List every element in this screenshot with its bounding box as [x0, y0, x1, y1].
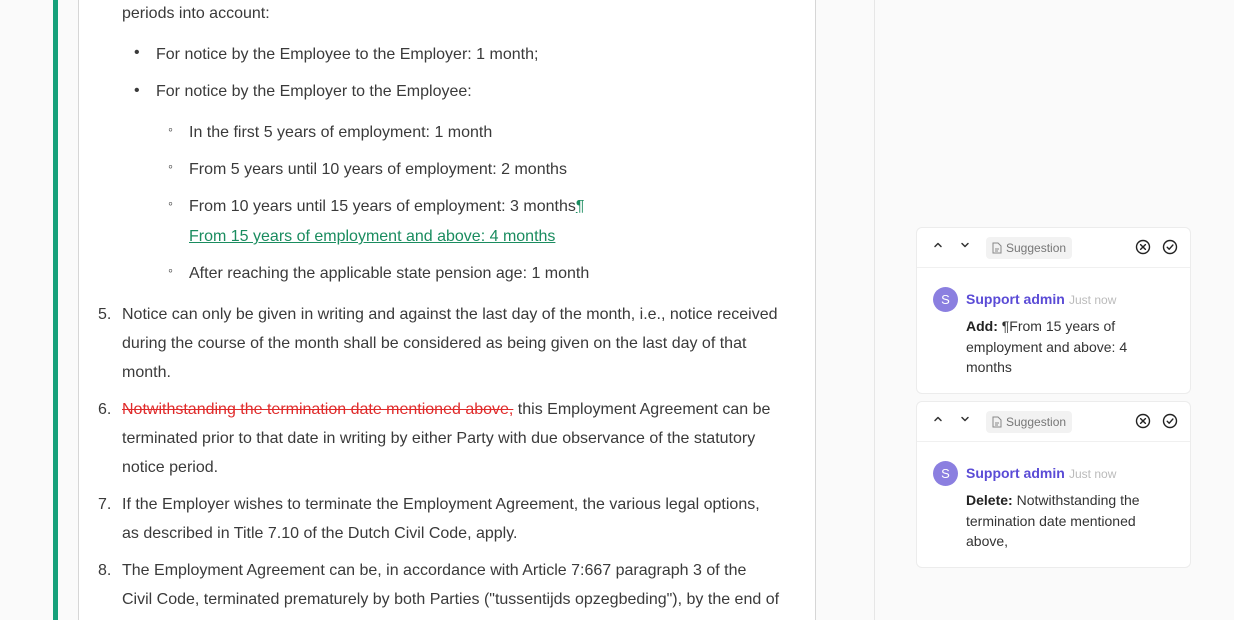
- suggestion-chip-label: Suggestion: [1006, 241, 1067, 255]
- suggestion-action: Add:: [966, 318, 998, 334]
- reject-icon[interactable]: [1135, 239, 1151, 255]
- avatar: S: [933, 461, 958, 486]
- bullet-dot: •: [134, 82, 140, 99]
- suggestion-card-header: [917, 402, 1190, 442]
- suggestion-content: Notwithstanding the termination date mentioned above,: [966, 492, 1140, 549]
- document-accent-bar: [53, 0, 58, 620]
- suggestion-card[interactable]: [916, 401, 1191, 568]
- list-number: 5.: [98, 306, 112, 323]
- author-name: Support admin: [966, 465, 1065, 481]
- suggestion-body: [966, 316, 1166, 378]
- list-item-line: notice period.: [122, 459, 219, 476]
- sub-bullet-item: From 5 years until 10 years of employment: 2 months: [189, 161, 567, 178]
- bullet-item: For notice by the Employer to the Employee:: [156, 83, 472, 100]
- suggestion-body: [966, 490, 1166, 552]
- sub-bullet-circle: ◦: [168, 195, 173, 211]
- inserted-pilcrow[interactable]: ¶: [575, 198, 585, 215]
- inserted-text-suggestion[interactable]: From 15 years of employment and above: 4 months: [189, 228, 556, 245]
- list-item-line: Civil Code, terminated prematurely by both Parties ("tussentijds opzegbeding"), by the end of: [122, 591, 780, 608]
- chevron-up-icon[interactable]: [930, 239, 946, 255]
- suggestion-content: ¶From 15 years of employment and above: 4 months: [966, 318, 1128, 375]
- suggestion-card[interactable]: [916, 227, 1191, 394]
- list-item-line: Notice can only be given in writing and against the last day of the month, i.e., notice received: [122, 306, 778, 323]
- reject-icon[interactable]: [1135, 413, 1151, 429]
- sub-bullet-circle: ◦: [168, 158, 173, 174]
- accept-icon[interactable]: [1162, 413, 1178, 429]
- sub-bullet-text: From 10 years until 15 years of employment: 3 months: [189, 198, 576, 215]
- list-item-line: during the course of the month shall be considered as being given on the last day of that: [122, 335, 747, 352]
- chevron-up-icon[interactable]: [930, 413, 946, 429]
- sub-bullet-circle: ◦: [168, 262, 173, 278]
- list-item-line: The Employment Agreement can be, in accordance with Article 7:667 paragraph 3 of the: [122, 562, 747, 579]
- chevron-down-icon[interactable]: [957, 413, 973, 429]
- sub-bullet-item: After reaching the applicable state pension age: 1 month: [189, 265, 590, 282]
- suggestion-card-header: [917, 228, 1190, 268]
- sub-bullet-circle: ◦: [168, 121, 173, 137]
- list-item-text: this Employment Agreement can be: [513, 401, 771, 418]
- list-item-line: [122, 396, 770, 424]
- list-item-line: as described in Title 7.10 of the Dutch Civil Code, apply.: [122, 525, 518, 542]
- list-number: 6.: [98, 401, 112, 418]
- suggestion-chip: [986, 237, 1072, 259]
- avatar: S: [933, 287, 958, 312]
- sub-bullet-item: [189, 193, 584, 221]
- bullet-dot: •: [134, 44, 140, 61]
- list-item-line: month.: [122, 364, 171, 381]
- suggestion-chip: [986, 411, 1072, 433]
- document-icon: [992, 416, 1002, 428]
- document-text-line: periods into account:: [122, 5, 270, 22]
- deleted-text-suggestion[interactable]: Notwithstanding the termination date mentioned above,: [122, 401, 514, 418]
- suggestion-chip-label: Suggestion: [1006, 415, 1067, 429]
- list-number: 7.: [98, 496, 112, 513]
- suggestion-action: Delete:: [966, 492, 1013, 508]
- list-item-line: If the Employer wishes to terminate the Employment Agreement, the various legal options,: [122, 496, 760, 513]
- accept-icon[interactable]: [1162, 239, 1178, 255]
- bullet-item: For notice by the Employee to the Employer: 1 month;: [156, 46, 539, 63]
- document-icon: [992, 242, 1002, 254]
- chevron-down-icon[interactable]: [957, 239, 973, 255]
- timestamp: Just now: [1069, 293, 1117, 307]
- list-number: 8.: [98, 562, 112, 579]
- timestamp: Just now: [1069, 467, 1117, 481]
- author-name: Support admin: [966, 291, 1065, 307]
- list-item-line: terminated prior to that date in writing by either Party with due observance of the statutory: [122, 430, 756, 447]
- rail-divider: [874, 0, 875, 620]
- sub-bullet-item: In the first 5 years of employment: 1 month: [189, 124, 493, 141]
